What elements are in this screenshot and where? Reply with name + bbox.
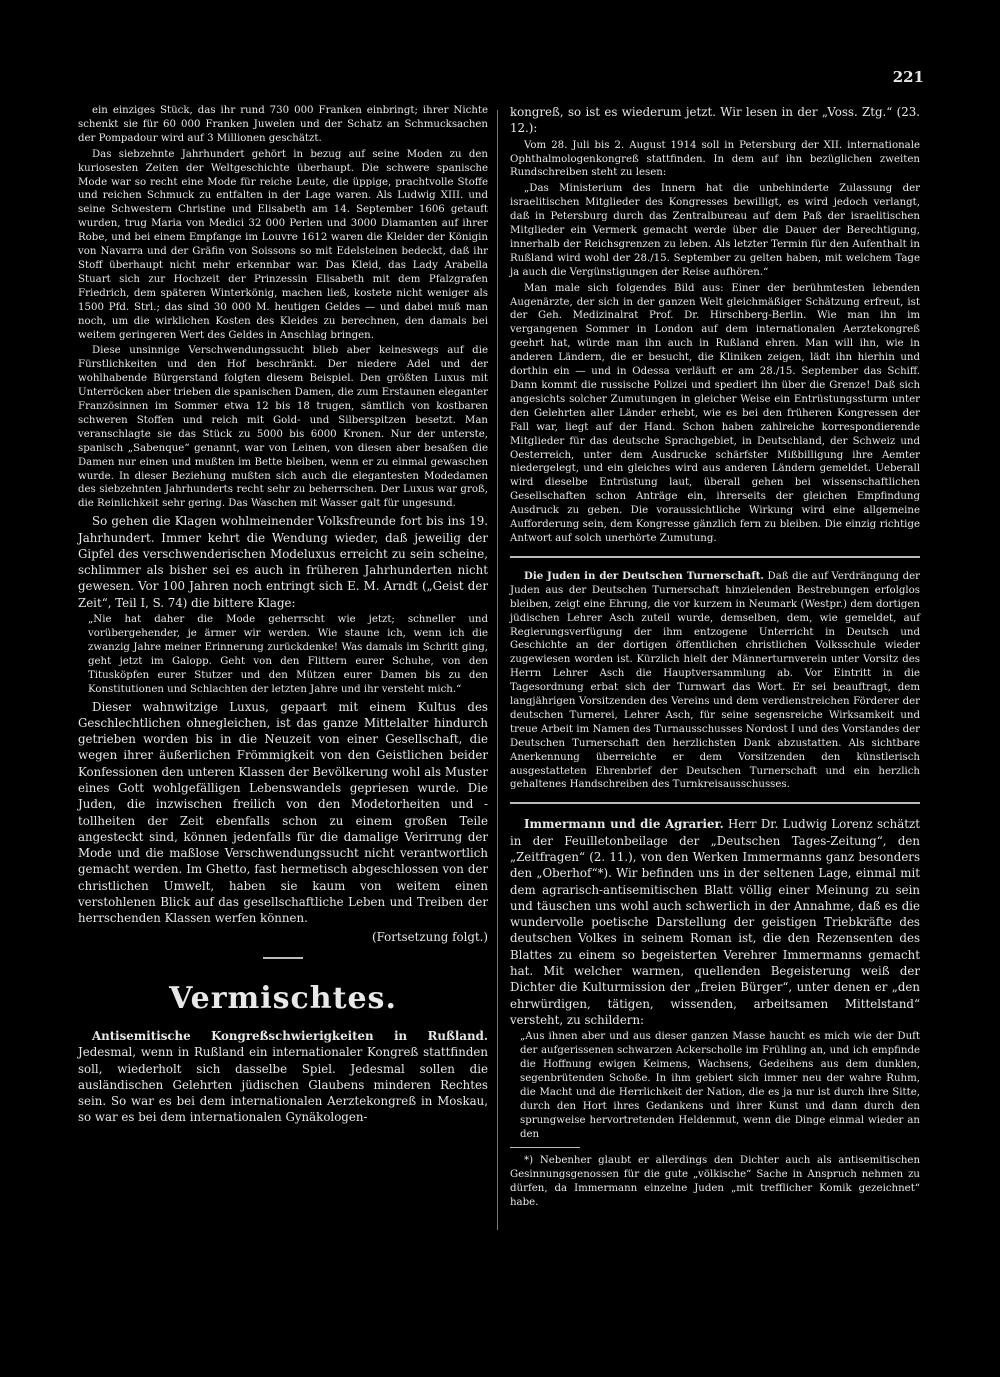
left-paragraph-6-text: Jedesmal, wenn in Rußland ein internationaler Kongreß stattfinden soll, wiederholt sich dasselbe Spiel. Jedesmal sollen die ausländischen Gelehrten jüdischen Glaubens minderen Rechtes sein. So war es bei dem internationalen Aerztekongreß in Moskau, so war es bei dem internationalen Gynäkologen- (78, 1045, 488, 1125)
arndt-quote-text: „Nie hat daher die Mode geherrscht wie jetzt; schneller und vorübergehender, je ärmer wir werden. Wie staune ich, wenn ich die zwanzig Jahre meiner Erinnerung zurückdenke! Was damals im Schritt ging, geht jetzt im Galopp. Geht von den Flittern eurer Schuhe, von den Titusköpfen eurer Stutzer und den Mützen eurer Damen bis zu den Konstitutionen und Schlachten der letzten Jahre und ihr versteht mich.“ (88, 614, 488, 695)
right-column (510, 104, 920, 1212)
separator-right-1 (510, 556, 920, 558)
immermann-quote (510, 1030, 920, 1141)
footnote-text: *) Nebenher glaubt er allerdings den Dichter auch als antisemitischen Gesinnungsgenossen für die gute „völkische“ Sache in Anspruch nehmen zu dürfen, da Immermann einzelne Juden „mit trefflicher Komik gezeichnet“ habe. (510, 1155, 920, 1209)
column-divider (497, 110, 498, 1230)
right-paragraph-3: Man male sich folgendes Bild aus: Einer der berühmtesten lebenden Augenärzte, der sich in der ganzen Welt gleichmäßiger Schätzung erfreut, ist der Geh. Medizinalrat Prof. Dr. Hirschberg-Berlin. Wie man ihn im vergangenen Sommer in London auf dem internationalen Aerztekongreß geehrt hat, würde man ihn auch in Rußland ehren. Man will ihn, wie in anderen Ländern, die er besucht, die Kliniken zeigen, lädt ihn hierhin und dorthin ein — und in Odessa verläuft er am 28./15. September das Schiff. Dann kommt die russische Polizei und spediert ihn über die Grenze! Daß sich angesichts solcher Zumutungen in gleicher Weise ein Entrüstungssturm unter den Gelehrten aller Länder erhebt, wie es bei den früheren Kongressen der Fall war, liegt auf der Hand. Schon haben zahlreiche korrespondierende Mitglieder für das deutsche Sprachgebiet, in Deutschland, der Schweiz und Oesterreich, unter dem Ausdrucke schärfster Mißbilligung ihre Aemter niedergelegt, und ein gleiches wird aus anderen Ländern gemeldet. Ueberall wird dieselbe Entrüstung laut, überall gehen bei wissenschaftlichen Gesellschaften schon Anträge ein, ihrerseits der gleichen Empfindung Ausdruck zu geben. Die voraussichtliche Wirkung wird eine allgemeine Aufforderung sein, dem Kongresse gänzlich fern zu bleiben. Die einzig richtige Antwort auf solch unerhörte Zumutung. (510, 282, 920, 544)
footnote (510, 1154, 920, 1210)
right-large-text (510, 104, 920, 137)
immermann-quote-text: „Aus ihnen aber und aus dieser ganzen Masse haucht es mich wie der Duft der aufgerissenen schwarzen Ackerscholle im Frühling an, und ich empfinde die Hoffnung ewigen Keimens, Wachsens, Gedeihens aus dem dunklen, segenbrütenden Schoße. In ihm gebiert sich immer neu der wahre Ruhm, die Macht und die Herrlichkeit der Nation, die es ja nur ist durch ihre Sitte, durch den Hort ihres Gedankens und ihrer Kunst und dann durch den sprungweise hervortretenden Heldenmut, wenn die Dinge einmal wieder an den (520, 1031, 920, 1140)
left-paragraph-2: Das siebzehnte Jahrhundert gehört in bezug auf seine Moden zu den kuriosesten Zeiten der Weltgeschichte überhaupt. Die schwere spanische Mode war so recht eine Mode für reiche Leute, die üppige, prachtvolle Stoffe und reichen Schmuck zu entfalten in der Lage waren. Als Ludwig XIII. und seine Schwestern Christine und Elisabeth am 14. September 1606 getauft wurden, trug Maria von Medici 32 000 Perlen und 3000 Diamanten auf ihrer Robe, und bei einem Empfange im Louvre 1612 waren die Kleider der Königin von Navarra und der Gräfin von Soissons so mit Edelsteinen bedeckt, daß ihr Stoff überhaupt nicht mehr erkennbar war. Das Kleid, das Lady Arabella Stuart sich zur Hochzeit der Prinzessin Elisabeth mit dem Pfalzgrafen Friedrich, dem späteren Winterkönig, machen ließ, kostete nicht weniger als 1500 Pfd. Strl.; das sind 30 000 M. heutigen Geldes — und dabei muß man noch, um die wirklichen Kosten des Kleides zu berechnen, den damals bei weitem geringeren Wert des Geldes in Anschlag bringen. (78, 148, 488, 341)
left-paragraph-1: ein einziges Stück, das ihr rund 730 000 Franken einbringt; ihrer Nichte schenkt sie für 60 000 Franken Juwelen und der Schatz an Schmucksachen der Pompadour wird auf 3 Millionen geschätzt. (78, 105, 488, 144)
left-paragraph-4: So gehen die Klagen wohlmeinender Volksfreunde fort bis ins 19. Jahrhundert. Immer kehrt die Wendung wieder, daß jeweilig der Gipfel des verschwenderischen Modeluxus erreicht zu sein scheine, schlimmer als bisher sei es auch in früheren Jahrhunderten nicht gewesen. Vor 100 Jahren noch entringt sich E. M. Arndt („Geist der Zeit“, Teil I, S. 74) die bittere Klage: (78, 514, 488, 610)
article-heading-immermann: Immermann und die Agrarier. (524, 817, 724, 832)
left-paragraph-6 (78, 1028, 488, 1126)
left-paragraph-3: Diese unsinnige Verschwendungssucht blieb aber keineswegs auf die Fürstlichkeiten und den Hof beschränkt. Der niedere Adel und der wohlhabende Bürgerstand folgten diesem Beispiel. Den größten Luxus mit Unterröcken aber trieben die spanischen Damen, die zum Erstaunen eleganter Französinnen im Sommer etwa 12 bis 18 trugen, sämtlich von kostbaren schweren Stoffen und reich mit Gold- und Silberspitzen besetzt. Man veranschlagte sie das Stück zu 5000 bis 6000 Kronen. Nur der unterste, spanisch „Sabenque“ genannt, war von Leinen, von diesen aber besaßen die Damen nur einen und mußten im Bette bleiben, wenn er zu einmal gewaschen wurde. In dieser Beziehung mußten sich auch die elegantesten Modedamen des siebzehnten Jahrhunderts recht sehr zu beherrschen. Der Luxus war groß, die Reinlichkeit sehr gering. Das Waschen mit Wasser galt für ungesund. (78, 345, 488, 510)
separator (263, 957, 303, 959)
left-large-text (78, 513, 488, 611)
left-large-text-3 (78, 1028, 488, 1126)
right-paragraph-2: Vom 28. Juli bis 2. August 1914 soll in Petersburg der XII. internationale Ophthalmologenkongreß stattfinden. In dem auf ihn bezüglichen zweiten Rundschreiben steht zu lesen: (510, 139, 920, 179)
article-heading-kongress: Antisemitische Kongreßschwierigkeiten in Rußland. (92, 1028, 488, 1043)
separator-right-2 (510, 802, 920, 804)
right-paragraph-4-text: Daß die auf Verdrängung der Juden aus der Deutschen Turnerschaft hinzielenden Bestrebungen erfolglos bleiben, zeigt eine Ehrung, die vor kurzem in Neumark (Westpr.) dem dortigen jüdischen Lehrer Asch zuteil wurde, demselben, dem, wie gemeldet, auf Regierungsverfügung der ihm entzogene Unterricht in Deutsch und Geschichte an der dortigen öffentlichen christlichen Volksschule wieder zugewiesen worden ist. Kürzlich hielt der Männerturnverein unter Vorsitz des Herrn Lehrer Asch die Hauptversammlung ab. Vor Eintritt in die Tagesordnung erbat sich der Turnwart das Wort. Er sei beauftragt, dem langjährigen Vorsitzenden des Vereins und dem verdienstreichen Förderer der deutschen Turnerei, Lehrer Asch, für seine segensreiche Wirksamkeit und treue Arbeit im Namen des Turnausschusses Nordost I und des Vorstandes der Deutschen Turnerschaft den herzlichsten Dank abzustatten. Als sichtbare Anerkennung überreichte er dem Vorsitzenden den künstlerisch ausgestatteten Ehrenbrief der Deutschen Turnerschaft und ein herzlich gehaltenes Handschreiben des Turnkreisausschusses. (510, 570, 920, 791)
article-heading-turnerschaft: Die Juden in der Deutschen Turnerschaft. (524, 569, 764, 582)
right-paragraph-5 (510, 816, 920, 1028)
arndt-quote (78, 613, 488, 696)
left-column (78, 104, 488, 1128)
right-paragraph-4 (510, 570, 920, 793)
ministry-quote: „Das Ministerium des Innern hat die unbehinderte Zulassung der israelitischen Mitglieder des Kongresses bewilligt, es wird jedoch verlangt, daß in Petersburg durch das Zentralbureau auf dem Paß der israelitischen Mitglieder ein Vermerk gemacht werde über die Dauer der Berechtigung, innerhalb der Reichsgrenzen zu leben. Als letzter Termin für den Aufenthalt in Rußland wird wohl der 28./15. September zu gelten haben, mit welchem Tage ja auch die Vergünstigungen der Reise aufhören.“ (510, 183, 920, 278)
left-large-text-2 (78, 699, 488, 945)
section-title: Vermischtes. (169, 980, 397, 1016)
page-number: 221 (892, 68, 924, 86)
right-paragraph-1: kongreß, so ist es wiederum jetzt. Wir lesen in der „Voss. Ztg.“ (23. 12.): (510, 105, 920, 136)
right-paragraph-5-text: Herr Dr. Ludwig Lorenz schätzt in der Feuilletonbeilage der „Deutschen Tages-Zeitung“, den „Zeitfragen“ (2. 11.), von den Werken Immermanns ganz besonders den „Oberhof“*). Wir befinden uns in der seltenen Lage, einmal mit dem agrarisch-antisemitischen Blatt völlig einer Meinung zu sein und täuschen uns wohl auch schwerlich in der Annahme, daß es die wundervolle poetische Darstellung der geistigen Triebkräfte des deutschen Volkes in seinem Roman ist, die den Rezensenten des Blattes zu einem so begeisterten Verehrer Immermanns gemacht hat. Mit welcher warmen, quellenden Begeisterung weiß der Dichter die Kulturmission der „freien Bürger“, unter denen er „den ehrwürdigen, tätigen, wissenden, arbeitsamen Mittelstand“ versteht, zu schildern: (510, 817, 920, 1027)
right-large-text-2 (510, 816, 920, 1028)
continuation-note: (Fortsetzung folgt.) (372, 929, 488, 944)
left-small-text (78, 104, 488, 511)
footnote-separator (510, 1147, 580, 1148)
right-small-text (510, 139, 920, 546)
left-paragraph-5: Dieser wahnwitzige Luxus, gepaart mit einem Kultus des Geschlechtlichen ohnegleichen, ist das ganze Mittelalter hindurch getrieben worden bis in die Neuzeit von einer Gesellschaft, die wegen ihrer äußerlichen Frömmigkeit von den Geistlichen beider Konfessionen den unteren Klassen der Bevölkerung wohl als Muster eines Gott wohlgefälligen Lebenswandels gepriesen wurde. Die Juden, die inzwischen freilich von den Modetorheiten und -tollheiten der Zeit ebenfalls schon zu einem großen Teile angesteckt sind, können jedenfalls für die damalige Verirrung der Mode und die maßlose Verschwendungssucht nicht verantwortlich gemacht werden. Im Ghetto, fast hermetisch abgeschlossen von der christlichen Umwelt, haben sie kaum von weitem einen verstohlenen Blick auf das gesellschaftliche Leben und Treiben der herrschenden Klassen werfen können. (78, 699, 488, 926)
right-small-text-2 (510, 570, 920, 793)
